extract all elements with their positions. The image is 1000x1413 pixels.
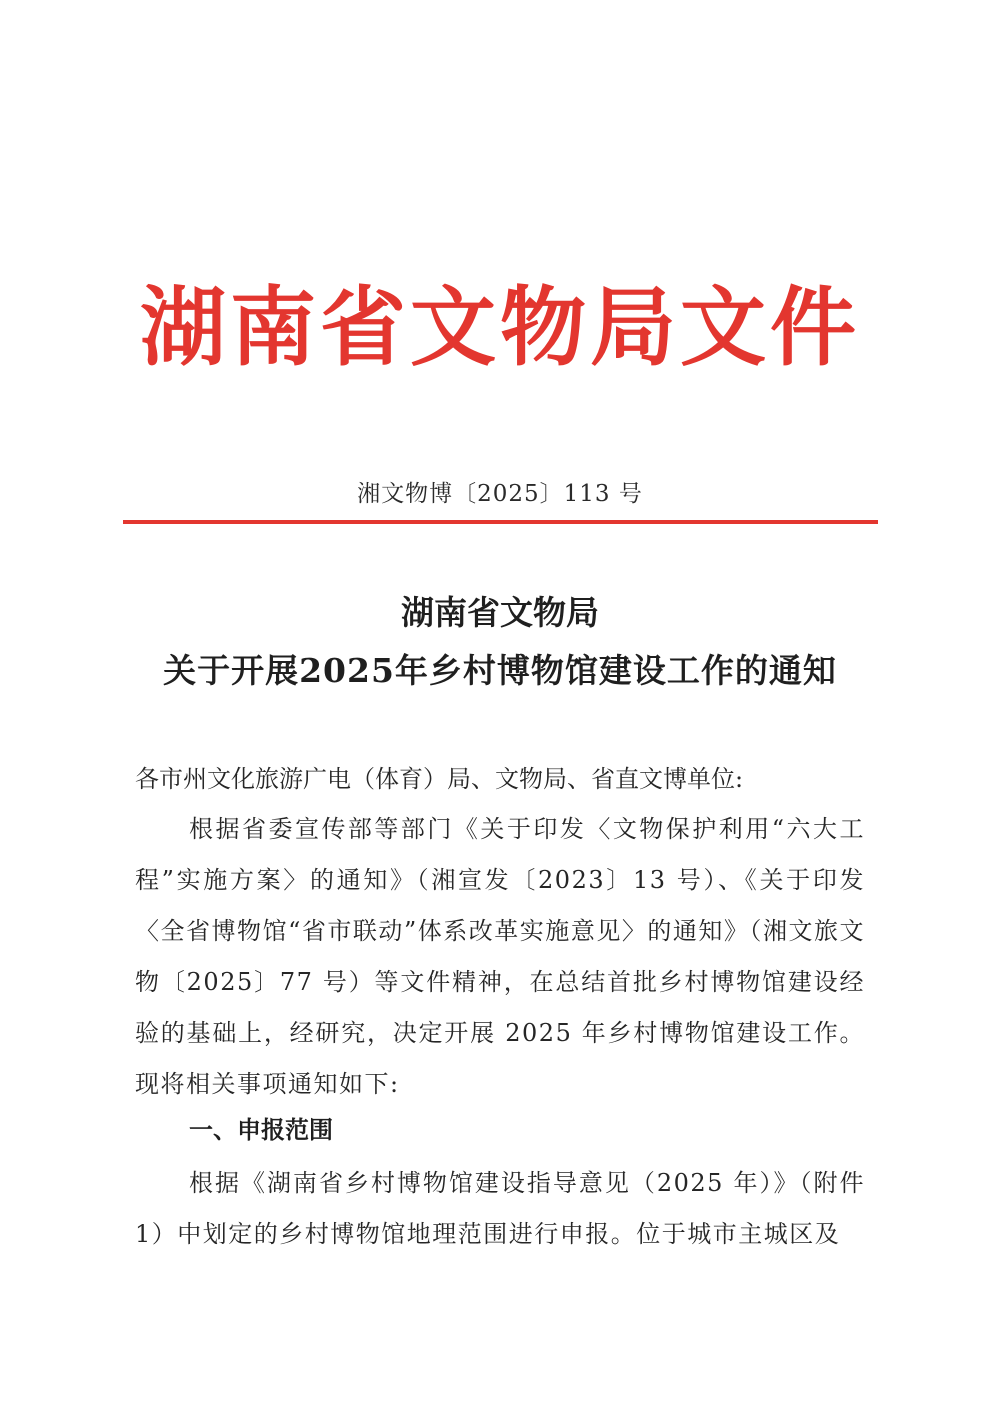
addressee-line: 各市州文化旅游广电（体育）局、文物局、省直文博单位: — [135, 765, 744, 793]
document-number: 湘文物博〔2025〕113 号 — [357, 481, 643, 507]
section-heading-1: 一、申报范围 — [189, 1116, 333, 1144]
red-divider-line — [123, 520, 878, 524]
notice-title-line1: 湖南省文物局 — [401, 593, 599, 632]
notice-title-line2: 关于开展2025年乡村博物馆建设工作的通知 — [163, 651, 837, 690]
body-paragraph-2: 根据《湖南省乡村博物馆建设指导意见（2025 年）》（附件 1）中划定的乡村博物馆地理范围进行申报。位于城市主城区及 — [135, 1169, 865, 1248]
issuer-header-title: 湖南省文物局文件 — [140, 277, 860, 378]
body-paragraph-1: 根据省委宣传部等部门《关于印发〈文物保护利用“六大工程”实施方案〉的通知》（湘宣发〔2023〕13 号）、《关于印发〈全省博物馆“省市联动”体系改革实施意见〉的通知》（湘文旅文物〔2025〕77 号）等文件精神，在总结首批乡村博物馆建设经验的基础上，经研究，决定开展 2025 年乡村博物馆建设工作。现将相关事项通知如下: — [135, 815, 865, 1098]
